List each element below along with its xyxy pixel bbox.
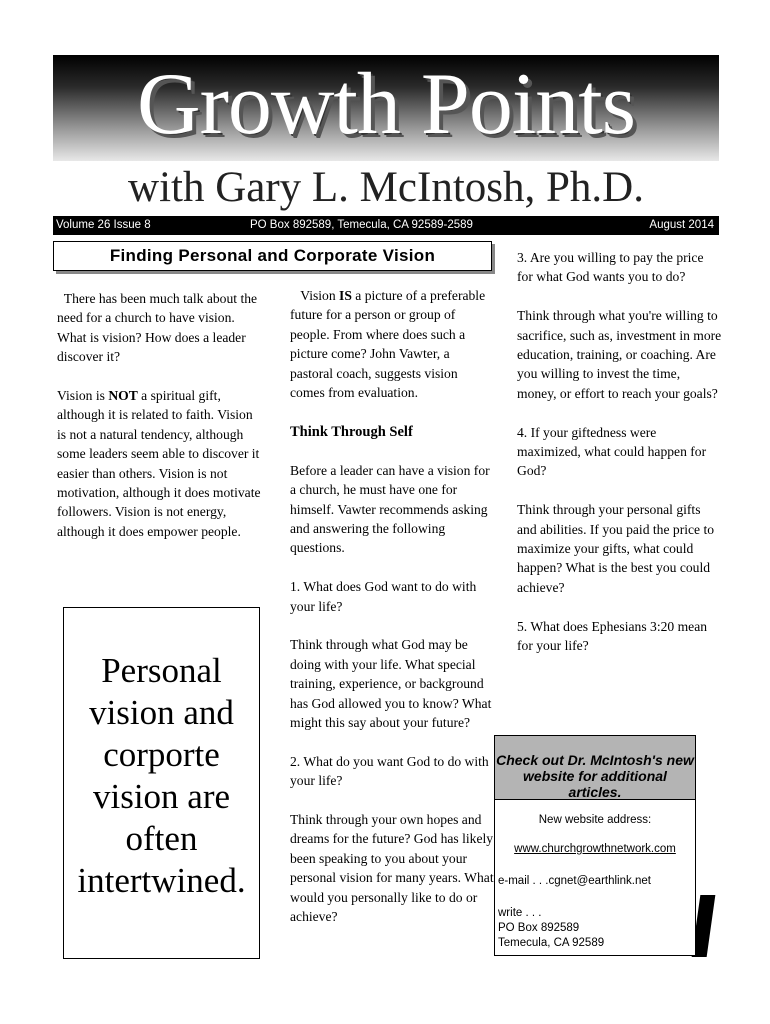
column-2 — [290, 286, 495, 946]
col2-p1-post: a picture of a preferable future for a person or group of people. From where does such a picture come? John Vawter, a pastoral coach, suggests vision comes from evaluation. — [290, 288, 486, 401]
col2-paragraph-2: Before a leader can have a vision for a church, he must have one for himself. Vawter recommends asking and answering the following questions. — [290, 462, 490, 556]
issue-info-bar — [53, 216, 719, 235]
article-headline: Finding Personal and Corporate Vision — [53, 241, 492, 271]
mail-label: write . . . — [498, 907, 542, 919]
col2-paragraph-4: Think through your own hopes and dreams for the future? God has likely been speaking to you about your personal vision for many years. What would you personally like to do or achieve? — [290, 812, 494, 925]
column-1 — [57, 289, 262, 561]
mail-city: Temecula, CA 92589 — [498, 937, 605, 949]
col3-paragraph-1: Think through what you're willing to sacrifice, such as, investment in more education, training, or coaching. Are you willing to invest the time, money, or effort to reach your goals? — [517, 308, 722, 401]
pull-quote-text: Personal vision and corporte vision are often intertwined. — [77, 651, 246, 900]
col1-p2-post: a spiritual gift, although it is related to faith. Vision is not a natural tendency, although some leaders seem able to discover it easier than others. Vision is not motivation, although it does motivate followers. Vision is not energy, although it does empower people. — [57, 388, 261, 539]
mail-po-box: PO Box 892589 — [498, 922, 580, 934]
promo-heading: Check out Dr. McIntosh's new website for additional articles. — [495, 736, 695, 800]
col2-paragraph-3: Think through what God may be doing with your life. What special training, experience, or background has God allowed you to know? What might this say about your future? — [290, 637, 492, 731]
section-heading: Think Through Self — [290, 423, 413, 440]
website-promo-box — [494, 735, 696, 956]
col1-paragraph-1-text: There has been much talk about the need for a church to have vision. What is vision? How does a leader discover it? — [57, 291, 258, 365]
question-3: 3. Are you willing to pay the price for what God wants you to do? — [517, 250, 704, 285]
question-2: 2. What do you want God to do with your life? — [290, 753, 489, 789]
question-5: 5. What does Ephesians 3:20 mean for your life? — [517, 618, 708, 654]
website-label: New website address: — [538, 814, 652, 826]
col1-paragraph-2 — [57, 386, 262, 541]
col1-p2-pre: Vision is — [57, 388, 109, 404]
pull-quote-box — [63, 607, 260, 959]
col2-p1-pre: Vision — [300, 288, 340, 303]
question-1: 1. What does God want to do with your life? — [290, 579, 477, 614]
email-contact[interactable]: e-mail . . .cgnet@earthlink.net — [498, 875, 651, 887]
col3-paragraph-2: Think through your personal gifts and abilities. If you paid the price to maximize your gifts, what could happen? What is the best you could achieve? — [517, 502, 715, 595]
column-3 — [517, 248, 722, 675]
issue-date: August 2014 — [649, 219, 714, 231]
question-4: 4. If your giftedness were maximized, what could happen for God? — [517, 424, 707, 479]
issue-address: PO Box 892589, Temecula, CA 92589-2589 — [250, 219, 473, 231]
newsletter-subtitle: with Gary L. McIntosh, Ph.D. — [128, 164, 644, 211]
col1-paragraph-1 — [57, 289, 262, 367]
website-link[interactable]: www.churchgrowthnetwork.com — [514, 843, 676, 855]
issue-volume: Volume 26 Issue 8 — [56, 219, 151, 231]
masthead-banner — [53, 55, 719, 161]
col2-p1-emphasis: IS — [339, 288, 352, 303]
newsletter-title: Growth Points — [137, 56, 635, 153]
col2-paragraph-1 — [290, 286, 495, 402]
col1-p2-emphasis: NOT — [108, 388, 138, 404]
